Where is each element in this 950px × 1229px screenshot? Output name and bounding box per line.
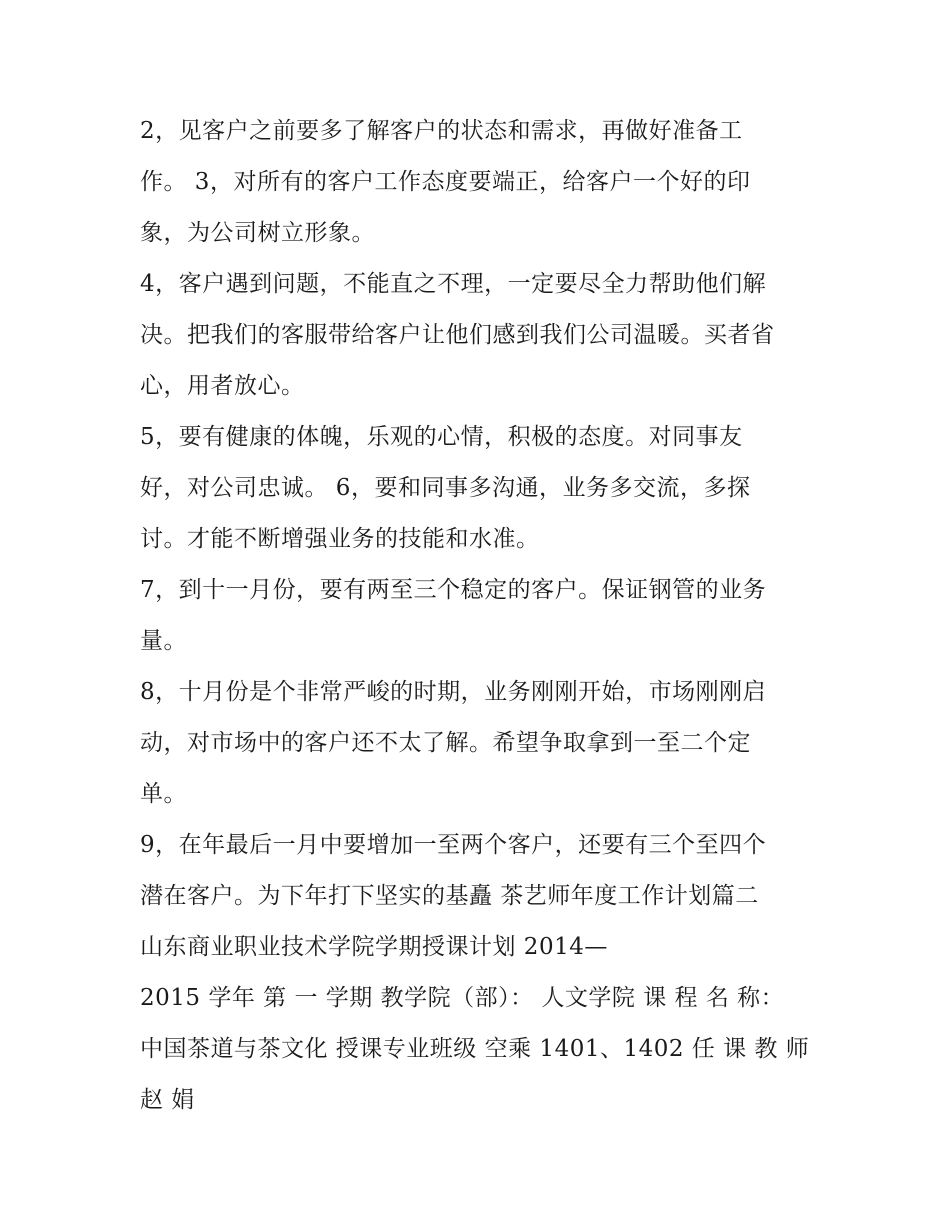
text-line: 7，到十一月份，要有两至三个稳定的客户。保证钢管的业务 — [140, 577, 767, 603]
text-line: 决。把我们的客服带给客户让他们感到我们公司温暖。买者省 — [140, 322, 775, 348]
text-line: 2015 学年 第 一 学期 教学院（部）： 人文学院 课 程 名 称： — [140, 985, 785, 1011]
text-line: 2，见客户之前要多了解客户的状态和需求，再做好准备工 — [140, 118, 743, 144]
text-line: 动，对市场中的客户还不太了解。希望争取拿到一至二个定 — [140, 730, 751, 756]
text-line: 潜在客户。为下年打下坚实的基矗 茶艺师年度工作计划篇二 — [140, 883, 759, 909]
text-line: 中国茶道与茶文化 授课专业班级 空乘 1401、1402 任 课 教 师 — [140, 1036, 810, 1062]
text-line: 赵 娟 — [140, 1087, 195, 1113]
text-line: 量。 — [140, 628, 187, 654]
text-line: 单。 — [140, 781, 187, 807]
document-body — [140, 106, 830, 1126]
text-line: 5，要有健康的体魄，乐观的心情，积极的态度。对同事友 — [140, 424, 743, 450]
text-line: 8，十月份是个非常严峻的时期，业务刚刚开始，市场刚刚启 — [140, 679, 767, 705]
text-line: 讨。才能不断增强业务的技能和水准。 — [140, 526, 540, 552]
text-line: 山东商业职业技术学院学期授课计划 2014— — [140, 934, 608, 960]
text-line: 心，用者放心。 — [140, 373, 305, 399]
text-line: 作。 3，对所有的客户工作态度要端正，给客户一个好的印 — [140, 169, 751, 195]
text-line: 4，客户遇到问题，不能直之不理，一定要尽全力帮助他们解 — [140, 271, 767, 297]
text-line: 象，为公司树立形象。 — [140, 220, 375, 246]
text-line: 好，对公司忠诚。 6，要和同事多沟通，业务多交流，多探 — [140, 475, 751, 501]
text-line: 9，在年最后一月中要增加一至两个客户，还要有三个至四个 — [140, 832, 767, 858]
